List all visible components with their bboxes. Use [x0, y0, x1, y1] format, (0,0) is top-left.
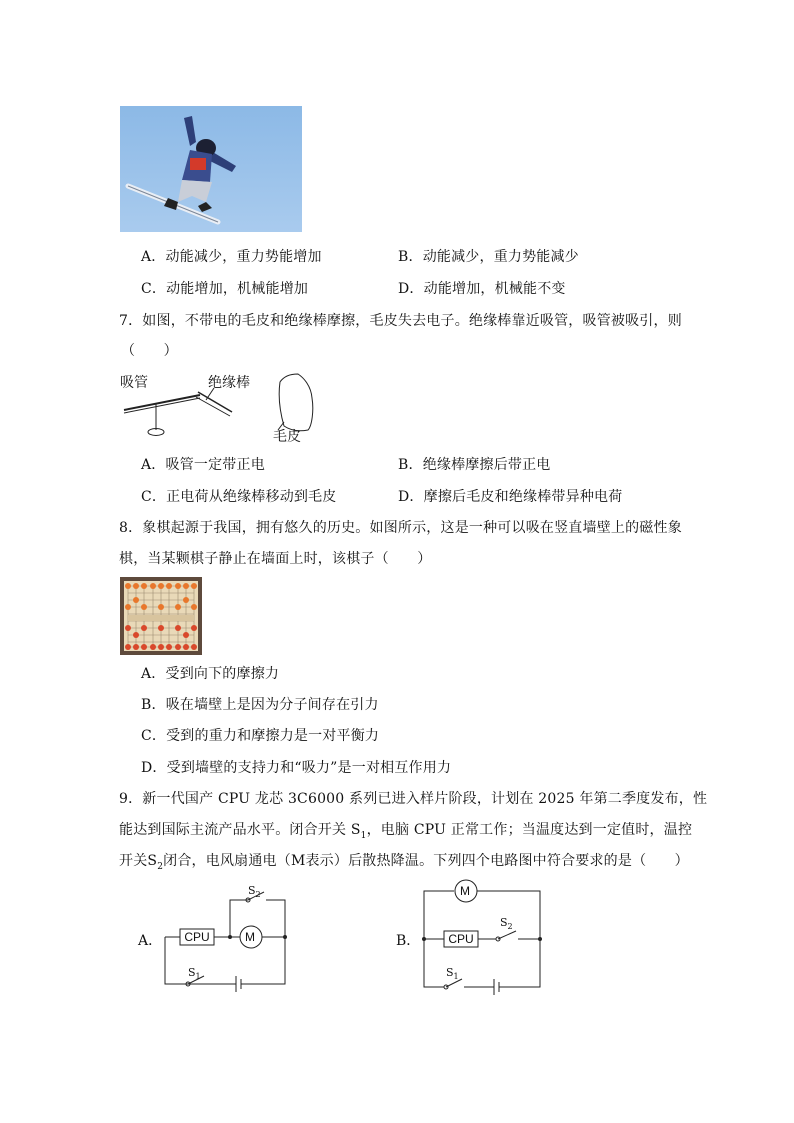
q9-stem-line3: 开关$S_2$闭合，电风扇通电（M表示）后散热降温。下列四个电路图中符合要求的是（ ） — [119, 853, 689, 872]
circuit-b-s2: $S_2$ — [500, 916, 513, 932]
q7-label-rod: 绝缘棒 — [208, 375, 250, 391]
chess-board-photo — [120, 577, 202, 655]
circuit-a-s2: $S_2$ — [248, 884, 261, 900]
q7-stem-line2: （ ） — [121, 343, 178, 359]
q8-option-b: B．吸在墙壁上是因为分子间存在引力 — [141, 697, 379, 713]
q8-option-a: A．受到向下的摩擦力 — [141, 666, 280, 682]
q8-option-d: D．受到墙壁的支持力和“吸力”是一对相互作用力 — [141, 760, 452, 776]
circuit-b-s1: $S_1$ — [446, 966, 459, 982]
circuit-a-label: A． — [138, 933, 163, 949]
circuit-a-s1: $S_1$ — [188, 966, 201, 982]
circuit-b — [394, 878, 554, 996]
q8-stem-line1: 8．象棋起源于我国，拥有悠久的历史。如图所示，这是一种可以吸在竖直墙壁上的磁性象 — [119, 520, 682, 536]
q7-label-fur: 毛皮 — [273, 429, 301, 445]
q6-option-a: A．动能减少，重力势能增加 — [141, 249, 322, 265]
q6-option-c: C．动能增加，机械能增加 — [141, 281, 309, 297]
q7-label-straw: 吸管 — [120, 375, 148, 391]
q8-stem-line2: 棋，当某颗棋子静止在墙面上时，该棋子（ ） — [119, 551, 432, 567]
q9-stem-line1: 9．新一代国产 CPU 龙芯 3C6000 系列已进入样片阶段，计划在 2025 年第二季度发布，性 — [119, 791, 708, 807]
q7-option-d: D．摩擦后毛皮和绝缘棒带异种电荷 — [398, 489, 623, 505]
q7-option-c: C．正电荷从绝缘棒移动到毛皮 — [141, 489, 337, 505]
q6-option-d: D．动能增加，机械能不变 — [398, 281, 566, 297]
circuit-a-cpu: CPU — [184, 930, 210, 944]
circuit-b-label: B． — [396, 933, 421, 949]
q7-option-a: A．吸管一定带正电 — [141, 457, 265, 473]
circuit-b-motor: M — [460, 884, 470, 898]
q9-stem-line2: 能达到国际主流产品水平。闭合开关 $S_1$，电脑 CPU 正常工作；当温度达到一定值时，温控 — [119, 822, 693, 841]
circuit-a-motor: M — [245, 930, 255, 944]
circuit-a — [136, 880, 296, 995]
q7-figure — [118, 368, 318, 448]
circuit-b-cpu: CPU — [448, 932, 474, 946]
q6-option-b: B．动能减少，重力势能减少 — [398, 249, 579, 265]
q7-stem-line1: 7．如图，不带电的毛皮和绝缘棒摩擦，毛皮失去电子。绝缘棒靠近吸管，吸管被吸引，则 — [119, 313, 682, 329]
q8-option-c: C．受到的重力和摩擦力是一对平衡力 — [141, 728, 380, 744]
snowboarder-photo — [120, 106, 302, 232]
q7-option-b: B．绝缘棒摩擦后带正电 — [398, 457, 551, 473]
